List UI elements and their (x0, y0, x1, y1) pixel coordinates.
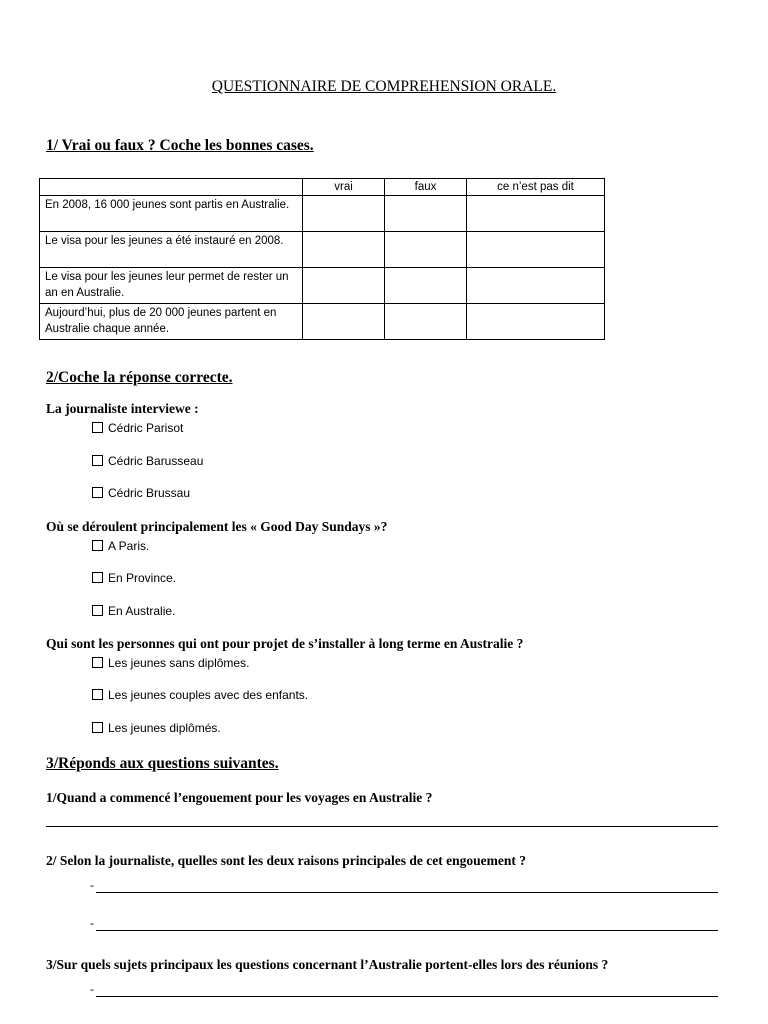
vrai-checkbox-cell[interactable] (303, 232, 385, 268)
header-faux: faux (385, 179, 467, 196)
dash-bullet: - (90, 916, 94, 930)
table-row (40, 232, 605, 268)
option-label: Les jeunes couples avec des enfants. (108, 688, 309, 702)
option-label: En Australie. (108, 604, 176, 618)
not-said-checkbox-cell[interactable] (467, 268, 605, 304)
option-checkbox[interactable] (92, 656, 249, 670)
checkbox-icon[interactable] (92, 455, 103, 466)
faux-checkbox-cell[interactable] (385, 304, 467, 340)
not-said-checkbox-cell[interactable] (467, 196, 605, 232)
question-3-1: 1/Quand a commencé l’engouement pour les voyages en Australie ? (46, 790, 433, 805)
statement-cell: Le visa pour les jeunes leur permet de rester un an en Australie. (40, 268, 303, 304)
statement-cell: Aujourd’hui, plus de 20 000 jeunes partent en Australie chaque année. (40, 304, 303, 340)
option-label: Cédric Brussau (108, 486, 191, 500)
question-location: Où se déroulent principalement les « Good Day Sundays »? (46, 519, 388, 534)
checkbox-icon[interactable] (92, 422, 103, 433)
table-header-row (40, 179, 605, 196)
section-3-heading: 3/Réponds aux questions suivantes. (46, 755, 279, 772)
section-2-heading: 2/Coche la réponse correcte. (46, 369, 233, 386)
statement-cell: Le visa pour les jeunes a été instauré en 2008. (40, 232, 303, 268)
option-label: Cédric Barusseau (108, 454, 204, 468)
checkbox-icon[interactable] (92, 605, 103, 616)
option-label: En Province. (108, 571, 177, 585)
option-label: Cédric Parisot (108, 421, 184, 435)
checkbox-icon[interactable] (92, 722, 103, 733)
checkbox-icon[interactable] (92, 689, 103, 700)
option-checkbox[interactable] (92, 688, 308, 702)
option-checkbox[interactable] (92, 486, 190, 500)
not-said-checkbox-cell[interactable] (467, 304, 605, 340)
vrai-checkbox-cell[interactable] (303, 196, 385, 232)
question-long-term: Qui sont les personnes qui ont pour projet de s’installer à long terme en Australie ? (46, 636, 524, 651)
option-checkbox[interactable] (92, 721, 221, 735)
option-label: A Paris. (108, 539, 150, 553)
option-checkbox[interactable] (92, 539, 149, 553)
checkbox-icon[interactable] (92, 540, 103, 551)
faux-checkbox-cell[interactable] (385, 268, 467, 304)
option-checkbox[interactable] (92, 604, 175, 618)
option-checkbox[interactable] (92, 454, 203, 468)
answer-line[interactable] (96, 930, 718, 931)
answer-line[interactable] (96, 996, 718, 997)
header-vrai: vrai (303, 179, 385, 196)
header-statement (40, 179, 303, 196)
answer-line[interactable] (46, 826, 718, 827)
checkbox-icon[interactable] (92, 572, 103, 583)
question-journalist: La journaliste interviewe : (46, 401, 199, 416)
page-title: QUESTIONNAIRE DE COMPREHENSION ORALE. (211, 78, 557, 95)
table-row (40, 304, 605, 340)
statement-cell: En 2008, 16 000 jeunes sont partis en Australie. (40, 196, 303, 232)
not-said-checkbox-cell[interactable] (467, 232, 605, 268)
question-3-2: 2/ Selon la journaliste, quelles sont les deux raisons principales de cet engouement ? (46, 853, 527, 868)
table-row (40, 196, 605, 232)
option-checkbox[interactable] (92, 571, 176, 585)
question-3-3: 3/Sur quels sujets principaux les questions concernant l’Australie portent-elles lors des réunions ? (46, 957, 609, 972)
faux-checkbox-cell[interactable] (385, 232, 467, 268)
option-label: Les jeunes diplômés. (108, 721, 221, 735)
vrai-checkbox-cell[interactable] (303, 268, 385, 304)
section-1-heading: 1/ Vrai ou faux ? Coche les bonnes cases. (46, 137, 314, 154)
checkbox-icon[interactable] (92, 657, 103, 668)
header-not-said: ce n’est pas dit (467, 179, 605, 196)
table-row (40, 268, 605, 304)
vrai-checkbox-cell[interactable] (303, 304, 385, 340)
answer-line[interactable] (96, 892, 718, 893)
dash-bullet: - (90, 878, 94, 892)
faux-checkbox-cell[interactable] (385, 196, 467, 232)
dash-bullet: - (90, 982, 94, 996)
checkbox-icon[interactable] (92, 487, 103, 498)
option-label: Les jeunes sans diplômes. (108, 656, 250, 670)
true-false-table (39, 178, 605, 340)
option-checkbox[interactable] (92, 421, 183, 435)
